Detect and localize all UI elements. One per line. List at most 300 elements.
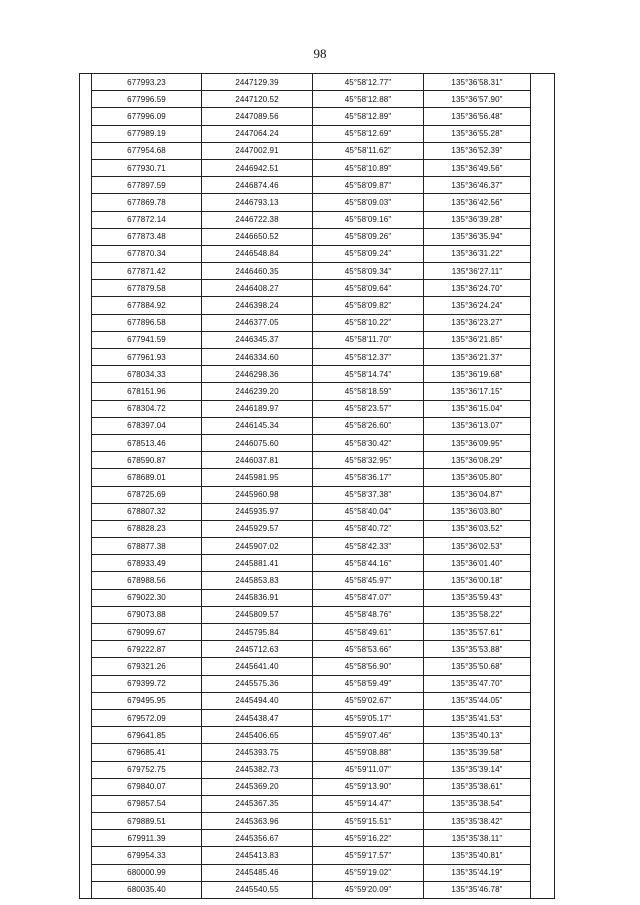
margin-cell: [80, 331, 92, 348]
latitude-cell: 45°59'15.51": [313, 813, 424, 830]
x-coordinate-cell: 680000.99: [92, 864, 202, 881]
x-coordinate-cell: 678513.46: [92, 434, 202, 451]
x-coordinate-cell: 677872.14: [92, 211, 202, 228]
y-coordinate-cell: 2445641.40: [202, 658, 313, 675]
latitude-cell: 45°59'19.02": [313, 864, 424, 881]
margin-cell: [80, 658, 92, 675]
empty-cell: [531, 778, 555, 795]
y-coordinate-cell: 2446189.97: [202, 400, 313, 417]
empty-cell: [531, 125, 555, 142]
y-coordinate-cell: 2446239.20: [202, 383, 313, 400]
margin-cell: [80, 624, 92, 641]
y-coordinate-cell: 2445485.46: [202, 864, 313, 881]
empty-cell: [531, 486, 555, 503]
x-coordinate-cell: 679752.75: [92, 761, 202, 778]
x-coordinate-cell: 677941.59: [92, 331, 202, 348]
latitude-cell: 45°58'09.24": [313, 245, 424, 262]
latitude-cell: 45°58'12.37": [313, 349, 424, 366]
x-coordinate-cell: 679073.88: [92, 606, 202, 623]
table-row: [80, 417, 555, 434]
latitude-cell: 45°58'12.77": [313, 74, 424, 91]
empty-cell: [531, 761, 555, 778]
empty-cell: [531, 280, 555, 297]
margin-cell: [80, 538, 92, 555]
latitude-cell: 45°58'12.89": [313, 108, 424, 125]
margin-cell: [80, 142, 92, 159]
latitude-cell: 45°58'44.16": [313, 555, 424, 572]
margin-cell: [80, 795, 92, 812]
margin-cell: [80, 744, 92, 761]
x-coordinate-cell: 679685.41: [92, 744, 202, 761]
y-coordinate-cell: 2445363.96: [202, 813, 313, 830]
latitude-cell: 45°58'37.38": [313, 486, 424, 503]
latitude-cell: 45°58'53.66": [313, 641, 424, 658]
empty-cell: [531, 624, 555, 641]
latitude-cell: 45°59'05.17": [313, 709, 424, 726]
empty-cell: [531, 159, 555, 176]
margin-cell: [80, 263, 92, 280]
y-coordinate-cell: 2447089.56: [202, 108, 313, 125]
empty-cell: [531, 795, 555, 812]
table-row: [80, 589, 555, 606]
empty-cell: [531, 503, 555, 520]
table-row: [80, 228, 555, 245]
margin-cell: [80, 280, 92, 297]
empty-cell: [531, 813, 555, 830]
empty-cell: [531, 142, 555, 159]
x-coordinate-cell: 678877.38: [92, 538, 202, 555]
longitude-cell: 135°35'39.58": [424, 744, 531, 761]
x-coordinate-cell: 678034.33: [92, 366, 202, 383]
empty-cell: [531, 469, 555, 486]
latitude-cell: 45°58'36.17": [313, 469, 424, 486]
latitude-cell: 45°59'20.09": [313, 881, 424, 898]
empty-cell: [531, 245, 555, 262]
x-coordinate-cell: 679857.54: [92, 795, 202, 812]
margin-cell: [80, 74, 92, 91]
latitude-cell: 45°59'17.57": [313, 847, 424, 864]
table-row: [80, 830, 555, 847]
margin-cell: [80, 366, 92, 383]
latitude-cell: 45°58'09.64": [313, 280, 424, 297]
table-row: [80, 538, 555, 555]
empty-cell: [531, 228, 555, 245]
latitude-cell: 45°58'30.42": [313, 434, 424, 451]
x-coordinate-cell: 679399.72: [92, 675, 202, 692]
margin-cell: [80, 383, 92, 400]
y-coordinate-cell: 2446345.37: [202, 331, 313, 348]
latitude-cell: 45°58'09.26": [313, 228, 424, 245]
y-coordinate-cell: 2445795.84: [202, 624, 313, 641]
longitude-cell: 135°36'21.37": [424, 349, 531, 366]
longitude-cell: 135°35'58.22": [424, 606, 531, 623]
latitude-cell: 45°58'56.90": [313, 658, 424, 675]
table-row: [80, 194, 555, 211]
margin-cell: [80, 349, 92, 366]
table-row: [80, 881, 555, 898]
longitude-cell: 135°35'38.61": [424, 778, 531, 795]
latitude-cell: 45°59'07.46": [313, 727, 424, 744]
empty-cell: [531, 606, 555, 623]
longitude-cell: 135°36'08.29": [424, 452, 531, 469]
y-coordinate-cell: 2445981.95: [202, 469, 313, 486]
y-coordinate-cell: 2446298.36: [202, 366, 313, 383]
page-number: 98: [313, 46, 327, 61]
latitude-cell: 45°59'16.22": [313, 830, 424, 847]
y-coordinate-cell: 2446334.60: [202, 349, 313, 366]
y-coordinate-cell: 2445907.02: [202, 538, 313, 555]
x-coordinate-cell: 677954.68: [92, 142, 202, 159]
x-coordinate-cell: 679321.26: [92, 658, 202, 675]
margin-cell: [80, 555, 92, 572]
empty-cell: [531, 520, 555, 537]
latitude-cell: 45°58'10.22": [313, 314, 424, 331]
longitude-cell: 135°36'15.04": [424, 400, 531, 417]
longitude-cell: 135°36'39.28": [424, 211, 531, 228]
margin-cell: [80, 211, 92, 228]
coordinates-table-body: [80, 74, 555, 899]
empty-cell: [531, 658, 555, 675]
table-row: [80, 91, 555, 108]
empty-cell: [531, 108, 555, 125]
empty-cell: [531, 263, 555, 280]
x-coordinate-cell: 678151.96: [92, 383, 202, 400]
margin-cell: [80, 589, 92, 606]
table-row: [80, 245, 555, 262]
margin-cell: [80, 159, 92, 176]
x-coordinate-cell: 678988.56: [92, 572, 202, 589]
empty-cell: [531, 830, 555, 847]
longitude-cell: 135°36'00.18": [424, 572, 531, 589]
y-coordinate-cell: 2447064.24: [202, 125, 313, 142]
longitude-cell: 135°35'39.14": [424, 761, 531, 778]
x-coordinate-cell: 679222.87: [92, 641, 202, 658]
margin-cell: [80, 177, 92, 194]
table-row: [80, 624, 555, 641]
table-row: [80, 847, 555, 864]
longitude-cell: 135°35'47.70": [424, 675, 531, 692]
latitude-cell: 45°58'47.07": [313, 589, 424, 606]
margin-cell: [80, 400, 92, 417]
y-coordinate-cell: 2445367.35: [202, 795, 313, 812]
margin-cell: [80, 692, 92, 709]
y-coordinate-cell: 2447129.39: [202, 74, 313, 91]
table-row: [80, 383, 555, 400]
y-coordinate-cell: 2445393.75: [202, 744, 313, 761]
longitude-cell: 135°36'57.90": [424, 91, 531, 108]
empty-cell: [531, 314, 555, 331]
empty-cell: [531, 572, 555, 589]
x-coordinate-cell: 677961.93: [92, 349, 202, 366]
longitude-cell: 135°35'38.42": [424, 813, 531, 830]
table-row: [80, 675, 555, 692]
longitude-cell: 135°35'50.68": [424, 658, 531, 675]
margin-cell: [80, 675, 92, 692]
margin-cell: [80, 709, 92, 726]
table-row: [80, 486, 555, 503]
margin-cell: [80, 881, 92, 898]
empty-cell: [531, 641, 555, 658]
latitude-cell: 45°58'09.03": [313, 194, 424, 211]
table-row: [80, 366, 555, 383]
margin-cell: [80, 520, 92, 537]
x-coordinate-cell: 677993.23: [92, 74, 202, 91]
longitude-cell: 135°36'21.85": [424, 331, 531, 348]
y-coordinate-cell: 2447120.52: [202, 91, 313, 108]
empty-cell: [531, 589, 555, 606]
latitude-cell: 45°59'14.47": [313, 795, 424, 812]
x-coordinate-cell: 677870.34: [92, 245, 202, 262]
margin-cell: [80, 417, 92, 434]
longitude-cell: 135°36'04.87": [424, 486, 531, 503]
empty-cell: [531, 864, 555, 881]
y-coordinate-cell: 2446722.38: [202, 211, 313, 228]
x-coordinate-cell: 679572.09: [92, 709, 202, 726]
latitude-cell: 45°58'14.74": [313, 366, 424, 383]
x-coordinate-cell: 679889.51: [92, 813, 202, 830]
x-coordinate-cell: 677989.19: [92, 125, 202, 142]
y-coordinate-cell: 2446145.34: [202, 417, 313, 434]
y-coordinate-cell: 2446460.35: [202, 263, 313, 280]
table-row: [80, 400, 555, 417]
latitude-cell: 45°58'09.87": [313, 177, 424, 194]
empty-cell: [531, 675, 555, 692]
empty-cell: [531, 91, 555, 108]
empty-cell: [531, 881, 555, 898]
longitude-cell: 135°35'53.88": [424, 641, 531, 658]
latitude-cell: 45°59'08.88": [313, 744, 424, 761]
latitude-cell: 45°58'09.34": [313, 263, 424, 280]
x-coordinate-cell: 677996.09: [92, 108, 202, 125]
empty-cell: [531, 727, 555, 744]
margin-cell: [80, 297, 92, 314]
x-coordinate-cell: 678933.49: [92, 555, 202, 572]
table-row: [80, 520, 555, 537]
table-row: [80, 744, 555, 761]
empty-cell: [531, 434, 555, 451]
x-coordinate-cell: 679954.33: [92, 847, 202, 864]
table-row: [80, 314, 555, 331]
x-coordinate-cell: 679022.30: [92, 589, 202, 606]
y-coordinate-cell: 2445540.55: [202, 881, 313, 898]
x-coordinate-cell: 678725.69: [92, 486, 202, 503]
table-row: [80, 572, 555, 589]
table-row: [80, 434, 555, 451]
margin-cell: [80, 125, 92, 142]
table-row: [80, 349, 555, 366]
table-row: [80, 778, 555, 795]
x-coordinate-cell: 677897.59: [92, 177, 202, 194]
empty-cell: [531, 177, 555, 194]
latitude-cell: 45°58'18.59": [313, 383, 424, 400]
margin-cell: [80, 503, 92, 520]
y-coordinate-cell: 2446942.51: [202, 159, 313, 176]
empty-cell: [531, 331, 555, 348]
margin-cell: [80, 228, 92, 245]
latitude-cell: 45°59'11.07": [313, 761, 424, 778]
margin-cell: [80, 194, 92, 211]
latitude-cell: 45°58'40.04": [313, 503, 424, 520]
y-coordinate-cell: 2445881.41: [202, 555, 313, 572]
margin-cell: [80, 245, 92, 262]
y-coordinate-cell: 2445356.67: [202, 830, 313, 847]
y-coordinate-cell: 2446874.46: [202, 177, 313, 194]
y-coordinate-cell: 2445382.73: [202, 761, 313, 778]
margin-cell: [80, 434, 92, 451]
x-coordinate-cell: 678397.04: [92, 417, 202, 434]
table-row: [80, 761, 555, 778]
longitude-cell: 135°36'46.37": [424, 177, 531, 194]
y-coordinate-cell: 2447002.91: [202, 142, 313, 159]
x-coordinate-cell: 679641.85: [92, 727, 202, 744]
y-coordinate-cell: 2446398.24: [202, 297, 313, 314]
x-coordinate-cell: 677871.42: [92, 263, 202, 280]
empty-cell: [531, 744, 555, 761]
longitude-cell: 135°35'38.54": [424, 795, 531, 812]
margin-cell: [80, 727, 92, 744]
empty-cell: [531, 452, 555, 469]
margin-cell: [80, 847, 92, 864]
y-coordinate-cell: 2446793.13: [202, 194, 313, 211]
x-coordinate-cell: 677869.78: [92, 194, 202, 211]
longitude-cell: 135°36'52.39": [424, 142, 531, 159]
margin-cell: [80, 452, 92, 469]
longitude-cell: 135°36'02.53": [424, 538, 531, 555]
margin-cell: [80, 606, 92, 623]
longitude-cell: 135°36'58.31": [424, 74, 531, 91]
y-coordinate-cell: 2445935.97: [202, 503, 313, 520]
y-coordinate-cell: 2445929.57: [202, 520, 313, 537]
y-coordinate-cell: 2445712.63: [202, 641, 313, 658]
y-coordinate-cell: 2445369.20: [202, 778, 313, 795]
x-coordinate-cell: 678689.01: [92, 469, 202, 486]
x-coordinate-cell: 677896.58: [92, 314, 202, 331]
latitude-cell: 45°58'12.69": [313, 125, 424, 142]
latitude-cell: 45°58'59.49": [313, 675, 424, 692]
table-row: [80, 280, 555, 297]
table-row: [80, 159, 555, 176]
longitude-cell: 135°36'55.28": [424, 125, 531, 142]
latitude-cell: 45°58'42.33": [313, 538, 424, 555]
margin-cell: [80, 572, 92, 589]
longitude-cell: 135°35'59.43": [424, 589, 531, 606]
longitude-cell: 135°36'19.68": [424, 366, 531, 383]
longitude-cell: 135°35'40.81": [424, 847, 531, 864]
longitude-cell: 135°35'40.13": [424, 727, 531, 744]
longitude-cell: 135°36'31.22": [424, 245, 531, 262]
table-row: [80, 211, 555, 228]
latitude-cell: 45°58'45.97": [313, 572, 424, 589]
table-row: [80, 658, 555, 675]
empty-cell: [531, 297, 555, 314]
y-coordinate-cell: 2446075.60: [202, 434, 313, 451]
latitude-cell: 45°58'32.95": [313, 452, 424, 469]
x-coordinate-cell: 678590.87: [92, 452, 202, 469]
y-coordinate-cell: 2446037.81: [202, 452, 313, 469]
longitude-cell: 135°35'46.78": [424, 881, 531, 898]
latitude-cell: 45°58'40.72": [313, 520, 424, 537]
latitude-cell: 45°58'48.76": [313, 606, 424, 623]
longitude-cell: 135°36'01.40": [424, 555, 531, 572]
y-coordinate-cell: 2445494.40: [202, 692, 313, 709]
table-row: [80, 177, 555, 194]
margin-cell: [80, 486, 92, 503]
margin-cell: [80, 91, 92, 108]
y-coordinate-cell: 2445853.83: [202, 572, 313, 589]
table-row: [80, 709, 555, 726]
empty-cell: [531, 555, 555, 572]
x-coordinate-cell: 678828.23: [92, 520, 202, 537]
margin-cell: [80, 813, 92, 830]
longitude-cell: 135°35'44.05": [424, 692, 531, 709]
coordinates-table: [79, 73, 555, 899]
longitude-cell: 135°36'24.70": [424, 280, 531, 297]
table-row: [80, 108, 555, 125]
y-coordinate-cell: 2445438.47: [202, 709, 313, 726]
margin-cell: [80, 830, 92, 847]
y-coordinate-cell: 2446408.27: [202, 280, 313, 297]
latitude-cell: 45°58'11.62": [313, 142, 424, 159]
longitude-cell: 135°35'57.61": [424, 624, 531, 641]
longitude-cell: 135°36'35.94": [424, 228, 531, 245]
table-row: [80, 692, 555, 709]
latitude-cell: 45°58'23.57": [313, 400, 424, 417]
longitude-cell: 135°36'09.95": [424, 434, 531, 451]
table-row: [80, 795, 555, 812]
table-row: [80, 125, 555, 142]
longitude-cell: 135°36'27.11": [424, 263, 531, 280]
latitude-cell: 45°58'11.70": [313, 331, 424, 348]
longitude-cell: 135°36'49.56": [424, 159, 531, 176]
longitude-cell: 135°36'05.80": [424, 469, 531, 486]
margin-cell: [80, 108, 92, 125]
table-row: [80, 606, 555, 623]
empty-cell: [531, 366, 555, 383]
y-coordinate-cell: 2446377.05: [202, 314, 313, 331]
latitude-cell: 45°58'09.82": [313, 297, 424, 314]
empty-cell: [531, 847, 555, 864]
empty-cell: [531, 417, 555, 434]
table-row: [80, 813, 555, 830]
x-coordinate-cell: 677930.71: [92, 159, 202, 176]
margin-cell: [80, 761, 92, 778]
x-coordinate-cell: 680035.40: [92, 881, 202, 898]
latitude-cell: 45°59'02.67": [313, 692, 424, 709]
empty-cell: [531, 211, 555, 228]
x-coordinate-cell: 677873.48: [92, 228, 202, 245]
table-row: [80, 263, 555, 280]
x-coordinate-cell: 678304.72: [92, 400, 202, 417]
latitude-cell: 45°58'10.89": [313, 159, 424, 176]
table-row: [80, 297, 555, 314]
latitude-cell: 45°59'13.90": [313, 778, 424, 795]
table-row: [80, 727, 555, 744]
longitude-cell: 135°36'42.56": [424, 194, 531, 211]
empty-cell: [531, 692, 555, 709]
longitude-cell: 135°35'38.11": [424, 830, 531, 847]
y-coordinate-cell: 2445960.98: [202, 486, 313, 503]
margin-cell: [80, 469, 92, 486]
latitude-cell: 45°58'26.60": [313, 417, 424, 434]
table-row: [80, 142, 555, 159]
table-row: [80, 864, 555, 881]
longitude-cell: 135°36'17.15": [424, 383, 531, 400]
latitude-cell: 45°58'09.16": [313, 211, 424, 228]
longitude-cell: 135°36'13.07": [424, 417, 531, 434]
margin-cell: [80, 641, 92, 658]
table-row: [80, 555, 555, 572]
x-coordinate-cell: 679495.95: [92, 692, 202, 709]
